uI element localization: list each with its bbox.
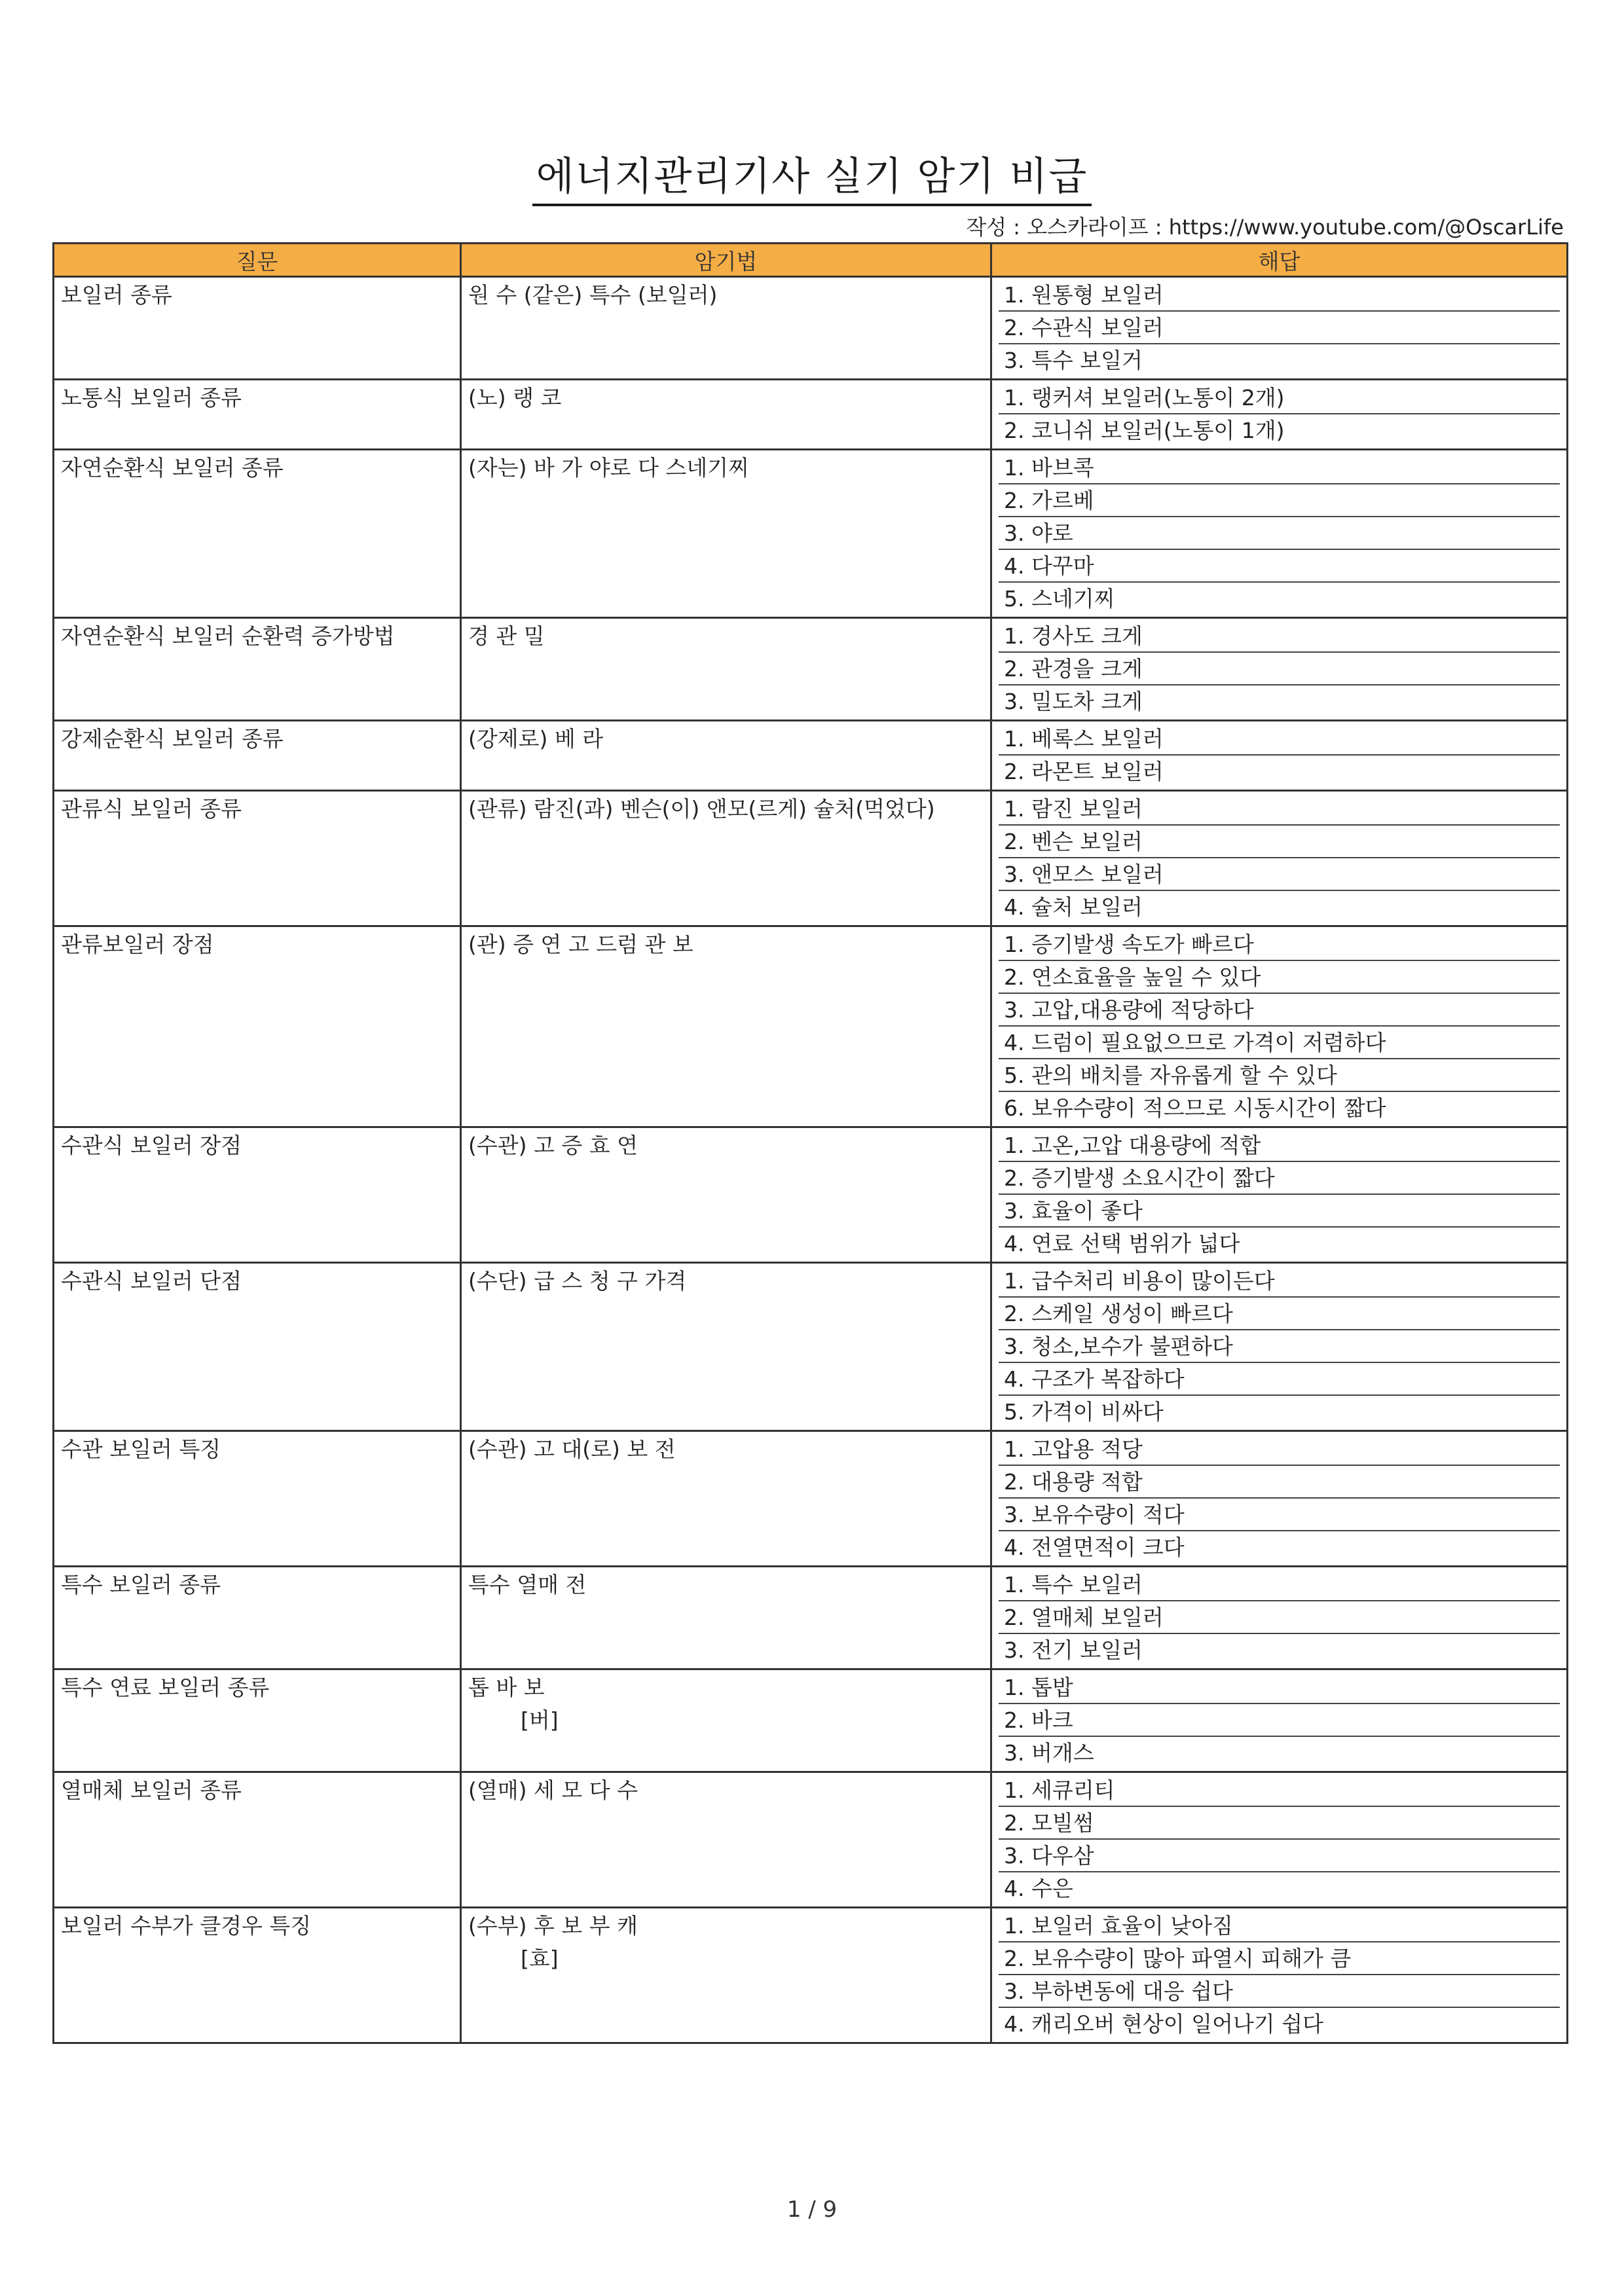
answer-cell bbox=[991, 1127, 1568, 1263]
mnemonic-text: 경 관 밀 bbox=[468, 623, 545, 649]
answer-cell bbox=[991, 1263, 1568, 1431]
answer-line: 1. 급수처리 비용이 많이든다 bbox=[999, 1265, 1560, 1298]
answer-line: 1. 고압용 적당 bbox=[999, 1433, 1560, 1466]
mnemonic-text: 특수 열매 전 bbox=[468, 1572, 587, 1597]
answer-line: 5. 관의 배치를 자유롭게 할 수 있다 bbox=[999, 1059, 1560, 1092]
answer-line: 2. 연소효율을 높일 수 있다 bbox=[999, 961, 1560, 994]
mnemonic-cell bbox=[461, 1772, 991, 1908]
answer-cell bbox=[991, 277, 1568, 380]
answer-line: 1. 바브콕 bbox=[999, 452, 1560, 484]
answer-line: 1. 베록스 보일러 bbox=[999, 723, 1560, 756]
answer-line: 1. 보일러 효율이 낮아짐 bbox=[999, 1910, 1560, 1942]
answer-line: 2. 바크 bbox=[999, 1704, 1560, 1737]
answer-line: 1. 랭커셔 보일러(노통이 2개) bbox=[999, 382, 1560, 414]
question-cell: 열매체 보일러 종류 bbox=[54, 1772, 461, 1908]
mnemonic-cell bbox=[461, 277, 991, 380]
answer-line: 2. 벤슨 보일러 bbox=[999, 826, 1560, 858]
answer-line: 2. 가르베 bbox=[999, 484, 1560, 517]
answer-line: 3. 청소,보수가 불편하다 bbox=[999, 1330, 1560, 1363]
answer-cell bbox=[991, 791, 1568, 926]
answer-line: 2. 대용량 적합 bbox=[999, 1466, 1560, 1499]
answer-line: 3. 버개스 bbox=[1004, 1740, 1094, 1766]
answer-line: 3. 야로 bbox=[999, 517, 1560, 550]
author-line: 작성 : 오스카라이프 : https://www.youtube.com/@OscarLife bbox=[966, 215, 1564, 240]
answer-line: 3. 부하변동에 대응 쉽다 bbox=[999, 1975, 1560, 2008]
answer-cell bbox=[991, 618, 1568, 721]
answer-line: 2. 수관식 보일러 bbox=[999, 312, 1560, 344]
table-row bbox=[54, 1772, 1568, 1908]
mnemonic-cell bbox=[461, 450, 991, 618]
mnemonic-cell bbox=[461, 1669, 991, 1772]
answer-line: 4. 캐리오버 현상이 일어나기 쉽다 bbox=[1004, 2011, 1323, 2037]
answer-line: 3. 전기 보일러 bbox=[1004, 1637, 1143, 1663]
answer-line: 1. 원통형 보일러 bbox=[999, 279, 1560, 312]
answer-cell bbox=[991, 450, 1568, 618]
answer-line: 2. 스케일 생성이 빠르다 bbox=[999, 1298, 1560, 1330]
answer-line: 2. 모빌썸 bbox=[999, 1807, 1560, 1840]
answer-line: 4. 다꾸마 bbox=[999, 550, 1560, 583]
question-cell: 수관식 보일러 장점 bbox=[54, 1127, 461, 1263]
question-cell: 특수 연료 보일러 종류 bbox=[54, 1669, 461, 1772]
mnemonic-cell bbox=[461, 1127, 991, 1263]
answer-line: 3. 다우삼 bbox=[999, 1840, 1560, 1872]
mnemonic-text: (열매) 세 모 다 수 bbox=[468, 1777, 638, 1803]
mnemonic-note: [버] bbox=[521, 1707, 559, 1733]
answer-line: 2. 코니쉬 보일러(노통이 1개) bbox=[1004, 418, 1285, 443]
table-row bbox=[54, 926, 1568, 1127]
mnemonic-cell bbox=[461, 618, 991, 721]
table-row bbox=[54, 1567, 1568, 1669]
answer-line: 2. 보유수량이 많아 파열시 피해가 큼 bbox=[999, 1942, 1560, 1975]
table-header bbox=[54, 244, 1568, 277]
question-cell: 보일러 수부가 클경우 특징 bbox=[54, 1908, 461, 2043]
answer-line: 4. 연료 선택 범위가 넓다 bbox=[1004, 1231, 1240, 1256]
table-row bbox=[54, 721, 1568, 791]
table-row bbox=[54, 1127, 1568, 1263]
answer-line: 4. 구조가 복잡하다 bbox=[999, 1363, 1560, 1396]
answer-line: 5. 가격이 비싸다 bbox=[1004, 1399, 1164, 1425]
table-row bbox=[54, 618, 1568, 721]
table-row bbox=[54, 1908, 1568, 2043]
answer-cell bbox=[991, 1908, 1568, 2043]
answer-line: 4. 드럼이 필요없으므로 가격이 저렴하다 bbox=[999, 1027, 1560, 1059]
table-row bbox=[54, 1263, 1568, 1431]
table-row bbox=[54, 450, 1568, 618]
question-cell: 보일러 종류 bbox=[54, 277, 461, 380]
question-cell: 자연순환식 보일러 순환력 증가방법 bbox=[54, 618, 461, 721]
mnemonic-cell bbox=[461, 1431, 991, 1567]
answer-line: 1. 특수 보일러 bbox=[999, 1569, 1560, 1601]
answer-cell bbox=[991, 721, 1568, 791]
answer-line: 6. 보유수량이 적으므로 시동시간이 짧다 bbox=[1004, 1095, 1386, 1121]
answer-line: 3. 고압,대용량에 적당하다 bbox=[999, 994, 1560, 1027]
mnemonic-note: [효] bbox=[521, 1946, 559, 1971]
mnemonic-cell bbox=[461, 1263, 991, 1431]
mnemonic-cell bbox=[461, 1567, 991, 1669]
mnemonic-text: (수단) 급 스 청 구 가격 bbox=[468, 1268, 687, 1294]
mnemonic-cell bbox=[461, 380, 991, 450]
answer-line: 1. 고온,고압 대용량에 적합 bbox=[999, 1129, 1560, 1162]
question-cell: 수관 보일러 특징 bbox=[54, 1431, 461, 1567]
answer-line: 2. 라몬트 보일러 bbox=[1004, 759, 1164, 784]
mnemonic-text: (수부) 후 보 부 캐 bbox=[468, 1913, 638, 1939]
page-number: 1 / 9 bbox=[786, 2196, 838, 2223]
answer-line: 3. 앤모스 보일러 bbox=[999, 858, 1560, 891]
answer-cell bbox=[991, 1431, 1568, 1567]
answer-line: 1. 경사도 크게 bbox=[999, 620, 1560, 653]
answer-cell bbox=[991, 926, 1568, 1127]
mnemonic-text: (강제로) 베 라 bbox=[468, 726, 604, 752]
answer-line: 1. 세큐리티 bbox=[999, 1774, 1560, 1807]
mnemonic-text: 원 수 (같은) 특수 (보일러) bbox=[468, 282, 718, 308]
mnemonic-text: (수관) 고 증 효 연 bbox=[468, 1133, 638, 1158]
mnemonic-text: (관류) 람진(과) 벤슨(이) 앤모(르게) 슐처(먹었다) bbox=[468, 796, 935, 822]
answer-line: 4. 전열면적이 크다 bbox=[1004, 1535, 1185, 1560]
mnemonic-text: (관) 증 연 고 드럼 관 보 bbox=[468, 932, 693, 957]
mnemonic-cell bbox=[461, 926, 991, 1127]
answer-cell bbox=[991, 380, 1568, 450]
table-row bbox=[54, 1669, 1568, 1772]
answer-line: 3. 특수 보일거 bbox=[1004, 348, 1143, 373]
mnemonic-cell bbox=[461, 791, 991, 926]
mnemonic-text: (자는) 바 가 야로 다 스네기찌 bbox=[468, 455, 749, 481]
question-cell: 강제순환식 보일러 종류 bbox=[54, 721, 461, 791]
answer-line: 3. 효율이 좋다 bbox=[999, 1195, 1560, 1228]
mnemonic-text: 톱 바 보 bbox=[468, 1675, 545, 1700]
mnemonic-table bbox=[52, 242, 1568, 2044]
table-row bbox=[54, 1431, 1568, 1567]
answer-line: 4. 슐처 보일러 bbox=[1004, 894, 1143, 920]
question-cell: 관류식 보일러 종류 bbox=[54, 791, 461, 926]
document-title: 에너지관리기사 실기 암기 비급 bbox=[0, 145, 1624, 202]
answer-line: 3. 보유수량이 적다 bbox=[999, 1499, 1560, 1531]
answer-line: 3. 밀도차 크게 bbox=[1004, 689, 1143, 714]
answer-line: 1. 증기발생 속도가 빠르다 bbox=[999, 928, 1560, 961]
answer-cell bbox=[991, 1772, 1568, 1908]
mnemonic-text: (수관) 고 대(로) 보 전 bbox=[468, 1436, 676, 1462]
mnemonic-text: (노) 랭 코 bbox=[468, 385, 562, 410]
header-mnemonic: 암기법 bbox=[461, 244, 991, 277]
answer-line: 1. 람진 보일러 bbox=[999, 793, 1560, 826]
answer-line: 5. 스네기찌 bbox=[1004, 586, 1115, 611]
answer-line: 4. 수은 bbox=[1004, 1876, 1073, 1901]
question-cell: 특수 보일러 종류 bbox=[54, 1567, 461, 1669]
table-row bbox=[54, 791, 1568, 926]
answer-line: 2. 열매체 보일러 bbox=[999, 1601, 1560, 1634]
answer-line: 2. 증기발생 소요시간이 짧다 bbox=[999, 1162, 1560, 1195]
mnemonic-cell bbox=[461, 1908, 991, 2043]
question-cell: 자연순환식 보일러 종류 bbox=[54, 450, 461, 618]
question-cell: 수관식 보일러 단점 bbox=[54, 1263, 461, 1431]
question-cell: 관류보일러 장점 bbox=[54, 926, 461, 1127]
header-answer: 해답 bbox=[991, 244, 1568, 277]
answer-line: 2. 관경을 크게 bbox=[999, 653, 1560, 685]
table-row bbox=[54, 380, 1568, 450]
mnemonic-cell bbox=[461, 721, 991, 791]
answer-line: 1. 톱밥 bbox=[999, 1671, 1560, 1704]
answer-cell bbox=[991, 1567, 1568, 1669]
question-cell: 노통식 보일러 종류 bbox=[54, 380, 461, 450]
answer-cell bbox=[991, 1669, 1568, 1772]
header-question: 질문 bbox=[54, 244, 461, 277]
table-row bbox=[54, 277, 1568, 380]
